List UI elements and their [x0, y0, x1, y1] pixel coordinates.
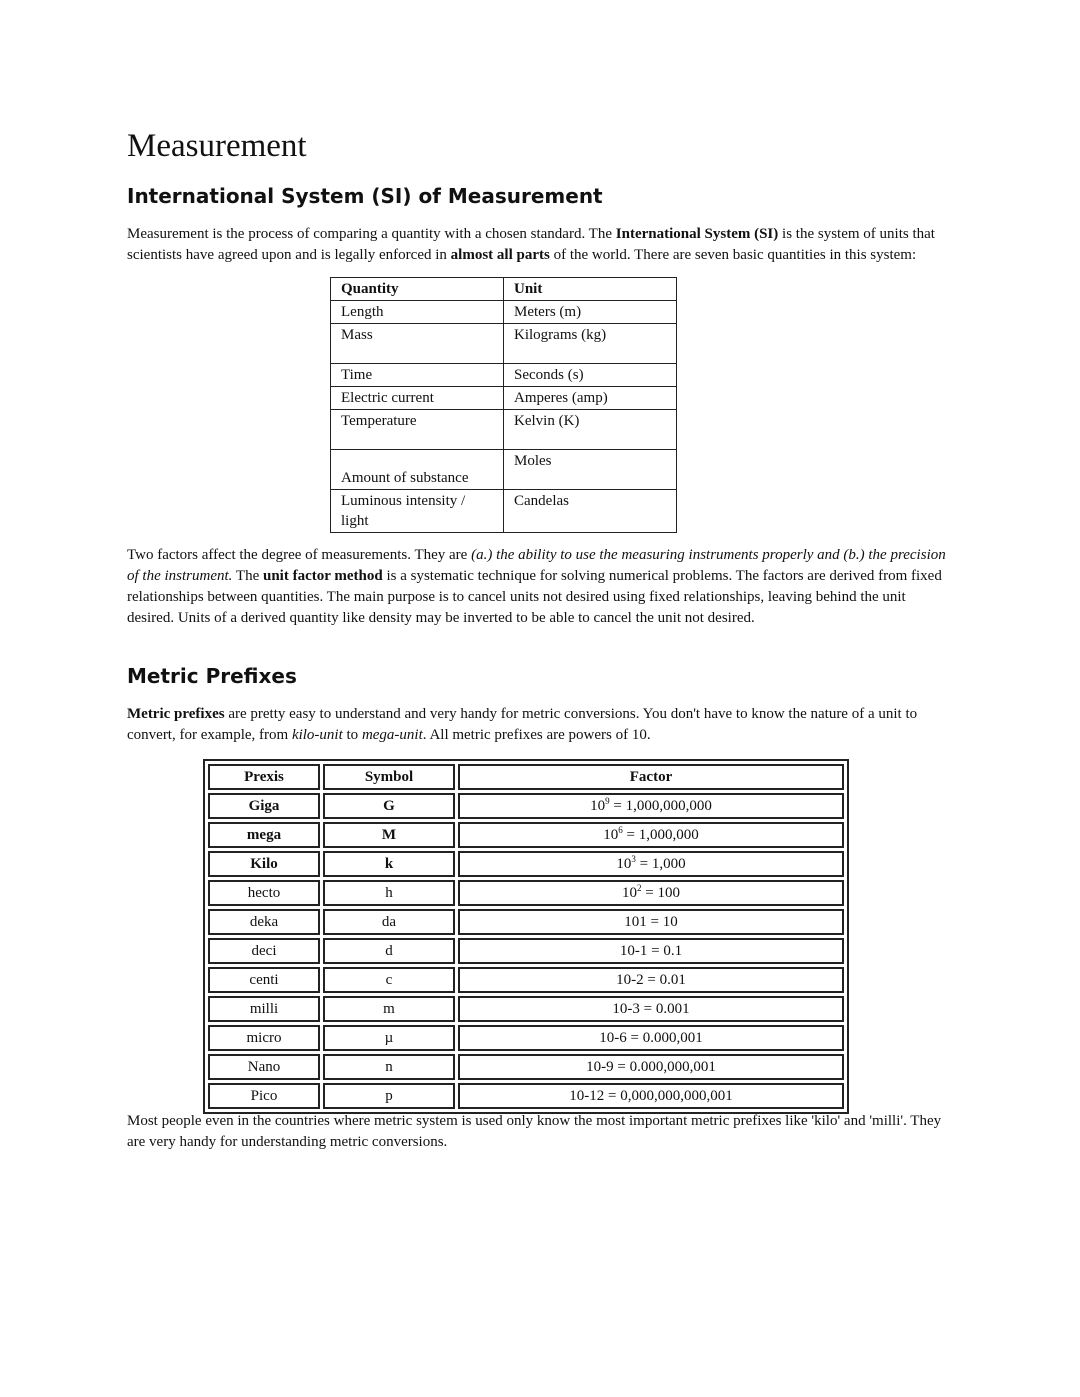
unit-cell: Amperes (amp) [504, 387, 677, 410]
factor-cell: 10-3 = 0.001 [458, 996, 844, 1022]
prefix-cell: deka [208, 909, 320, 935]
table-header-row [331, 278, 677, 301]
factor-cell [458, 880, 844, 906]
unit-cell: Seconds (s) [504, 364, 677, 387]
prefix-cell: centi [208, 967, 320, 993]
table-row [331, 387, 677, 410]
table-row [208, 1083, 844, 1109]
page-title: Measurement [127, 128, 307, 164]
intro-paragraph [127, 224, 955, 266]
prefix-cell: Kilo [208, 851, 320, 877]
factor-value: = 1,000 [635, 856, 686, 872]
quantity-cell: Mass [331, 324, 504, 364]
unit-cell: Meters (m) [504, 301, 677, 324]
table-row [208, 1054, 844, 1080]
prefix-cell: deci [208, 938, 320, 964]
factor-cell: 101 = 10 [458, 909, 844, 935]
column-header-factor: Factor [458, 764, 844, 790]
symbol-cell: m [323, 996, 455, 1022]
symbol-cell: p [323, 1083, 455, 1109]
closing-paragraph: Most people even in the countries where metric system is used only know the most important metric prefixes like 'kilo' and 'milli'. They are very handy for understanding metric conversions. [127, 1113, 942, 1150]
table-row [208, 1025, 844, 1051]
symbol-cell: da [323, 909, 455, 935]
factor-exponent: 3 [631, 854, 636, 864]
quantity-cell: Electric current [331, 387, 504, 410]
factor-base: 10 [590, 798, 606, 814]
table-row [208, 880, 844, 906]
quantity-cell: Length [331, 301, 504, 324]
prefix-cell: Pico [208, 1083, 320, 1109]
column-header-quantity: Quantity [331, 278, 504, 301]
quantity-cell: Luminous intensity / light [331, 490, 504, 533]
prefix-cell: milli [208, 996, 320, 1022]
table-row [331, 410, 677, 450]
factor-cell: 10-1 = 0.1 [458, 938, 844, 964]
unit-cell: Kilograms (kg) [504, 324, 677, 364]
factor-cell [458, 822, 844, 848]
symbol-cell: k [323, 851, 455, 877]
factor-exponent: 6 [618, 825, 623, 835]
factor-base: 10 [616, 856, 632, 872]
prefix-cell: hecto [208, 880, 320, 906]
prefix-cell: mega [208, 822, 320, 848]
unit-cell: Candelas [504, 490, 677, 533]
factor-cell: 10-12 = 0,000,000,000,001 [458, 1083, 844, 1109]
symbol-cell: n [323, 1054, 455, 1080]
intro-bold-si: International System (SI) [615, 226, 779, 242]
symbol-cell: µ [323, 1025, 455, 1051]
symbol-cell: h [323, 880, 455, 906]
intro-text-3: of the world. There are seven basic quantities in this system: [549, 247, 917, 263]
mp-text-3: . All metric prefixes are powers of 10. [422, 727, 651, 743]
factor-value: = 1,000,000 [622, 827, 699, 843]
mp-italic-mega: mega-unit [361, 727, 423, 743]
si-heading: International System (SI) of Measurement [127, 184, 603, 208]
mp-text-1: are pretty easy to understand and very handy for metric conversions. You don't have to know the nature of a unit to convert, for example, from [127, 706, 918, 743]
quantity-cell: Time [331, 364, 504, 387]
factor-value: = 100 [641, 885, 680, 901]
factor-value: = 1,000,000,000 [609, 798, 712, 814]
factor-exponent: 9 [605, 796, 610, 806]
table-row [208, 851, 844, 877]
factors-paragraph [127, 545, 955, 629]
mp-italic-kilo: kilo-unit [291, 727, 343, 743]
table-row [331, 324, 677, 364]
table-row [331, 301, 677, 324]
factors-bold: unit factor method [262, 568, 383, 584]
metric-prefixes-paragraph [127, 704, 955, 746]
unit-cell: Moles [504, 450, 677, 490]
table-row [208, 793, 844, 819]
quantity-cell: Temperature [331, 410, 504, 450]
table-row [208, 909, 844, 935]
factor-cell [458, 793, 844, 819]
si-units-table [330, 277, 677, 533]
factor-cell: 10-6 = 0.000,001 [458, 1025, 844, 1051]
mp-text-2: to [342, 727, 362, 743]
factor-cell [458, 851, 844, 877]
quantity-cell: Amount of substance [331, 450, 504, 490]
table-row [208, 967, 844, 993]
table-row [331, 490, 677, 533]
prefix-cell: Giga [208, 793, 320, 819]
intro-text-1: Measurement is the process of comparing a quantity with a chosen standard. The [127, 226, 616, 242]
symbol-cell: c [323, 967, 455, 993]
table-row [331, 364, 677, 387]
table-row [208, 938, 844, 964]
factor-exponent: 2 [637, 883, 642, 893]
factors-italic: (a.) the ability to use the measuring instruments properly and (b.) the precision of the instrument. [127, 547, 946, 584]
table-row [208, 996, 844, 1022]
factor-base: 10 [622, 885, 638, 901]
symbol-cell: G [323, 793, 455, 819]
mp-bold: Metric prefixes [127, 706, 225, 722]
column-header-symbol: Symbol [323, 764, 455, 790]
factors-text-1: Two factors affect the degree of measurements. They are [127, 547, 472, 563]
factor-cell: 10-9 = 0.000,000,001 [458, 1054, 844, 1080]
unit-cell: Kelvin (K) [504, 410, 677, 450]
column-header-prefix: Prexis [208, 764, 320, 790]
metric-prefix-table [203, 759, 849, 1114]
table-row [331, 450, 677, 490]
intro-bold-parts: almost all parts [450, 247, 550, 263]
factors-text-3: is a systematic technique for solving numerical problems. The factors are derived from fixed relationships between quantities. The main purpose is to cancel units not desired using fixed relationships, leaving behind the unit desired. Units of a derived quantity like density may be inverted to be able to cancel the unit not desired. [127, 568, 942, 626]
symbol-cell: M [323, 822, 455, 848]
symbol-cell: d [323, 938, 455, 964]
factor-cell: 10-2 = 0.01 [458, 967, 844, 993]
table-row [208, 822, 844, 848]
metric-prefixes-heading: Metric Prefixes [127, 664, 297, 688]
table-header-row [208, 764, 844, 790]
column-header-unit: Unit [504, 278, 677, 301]
factor-base: 10 [603, 827, 619, 843]
prefix-cell: micro [208, 1025, 320, 1051]
prefix-cell: Nano [208, 1054, 320, 1080]
intro-text-2: is the system of units that scientists have agreed upon and is legally enforced in [127, 226, 935, 263]
factors-text-2: The [232, 568, 263, 584]
